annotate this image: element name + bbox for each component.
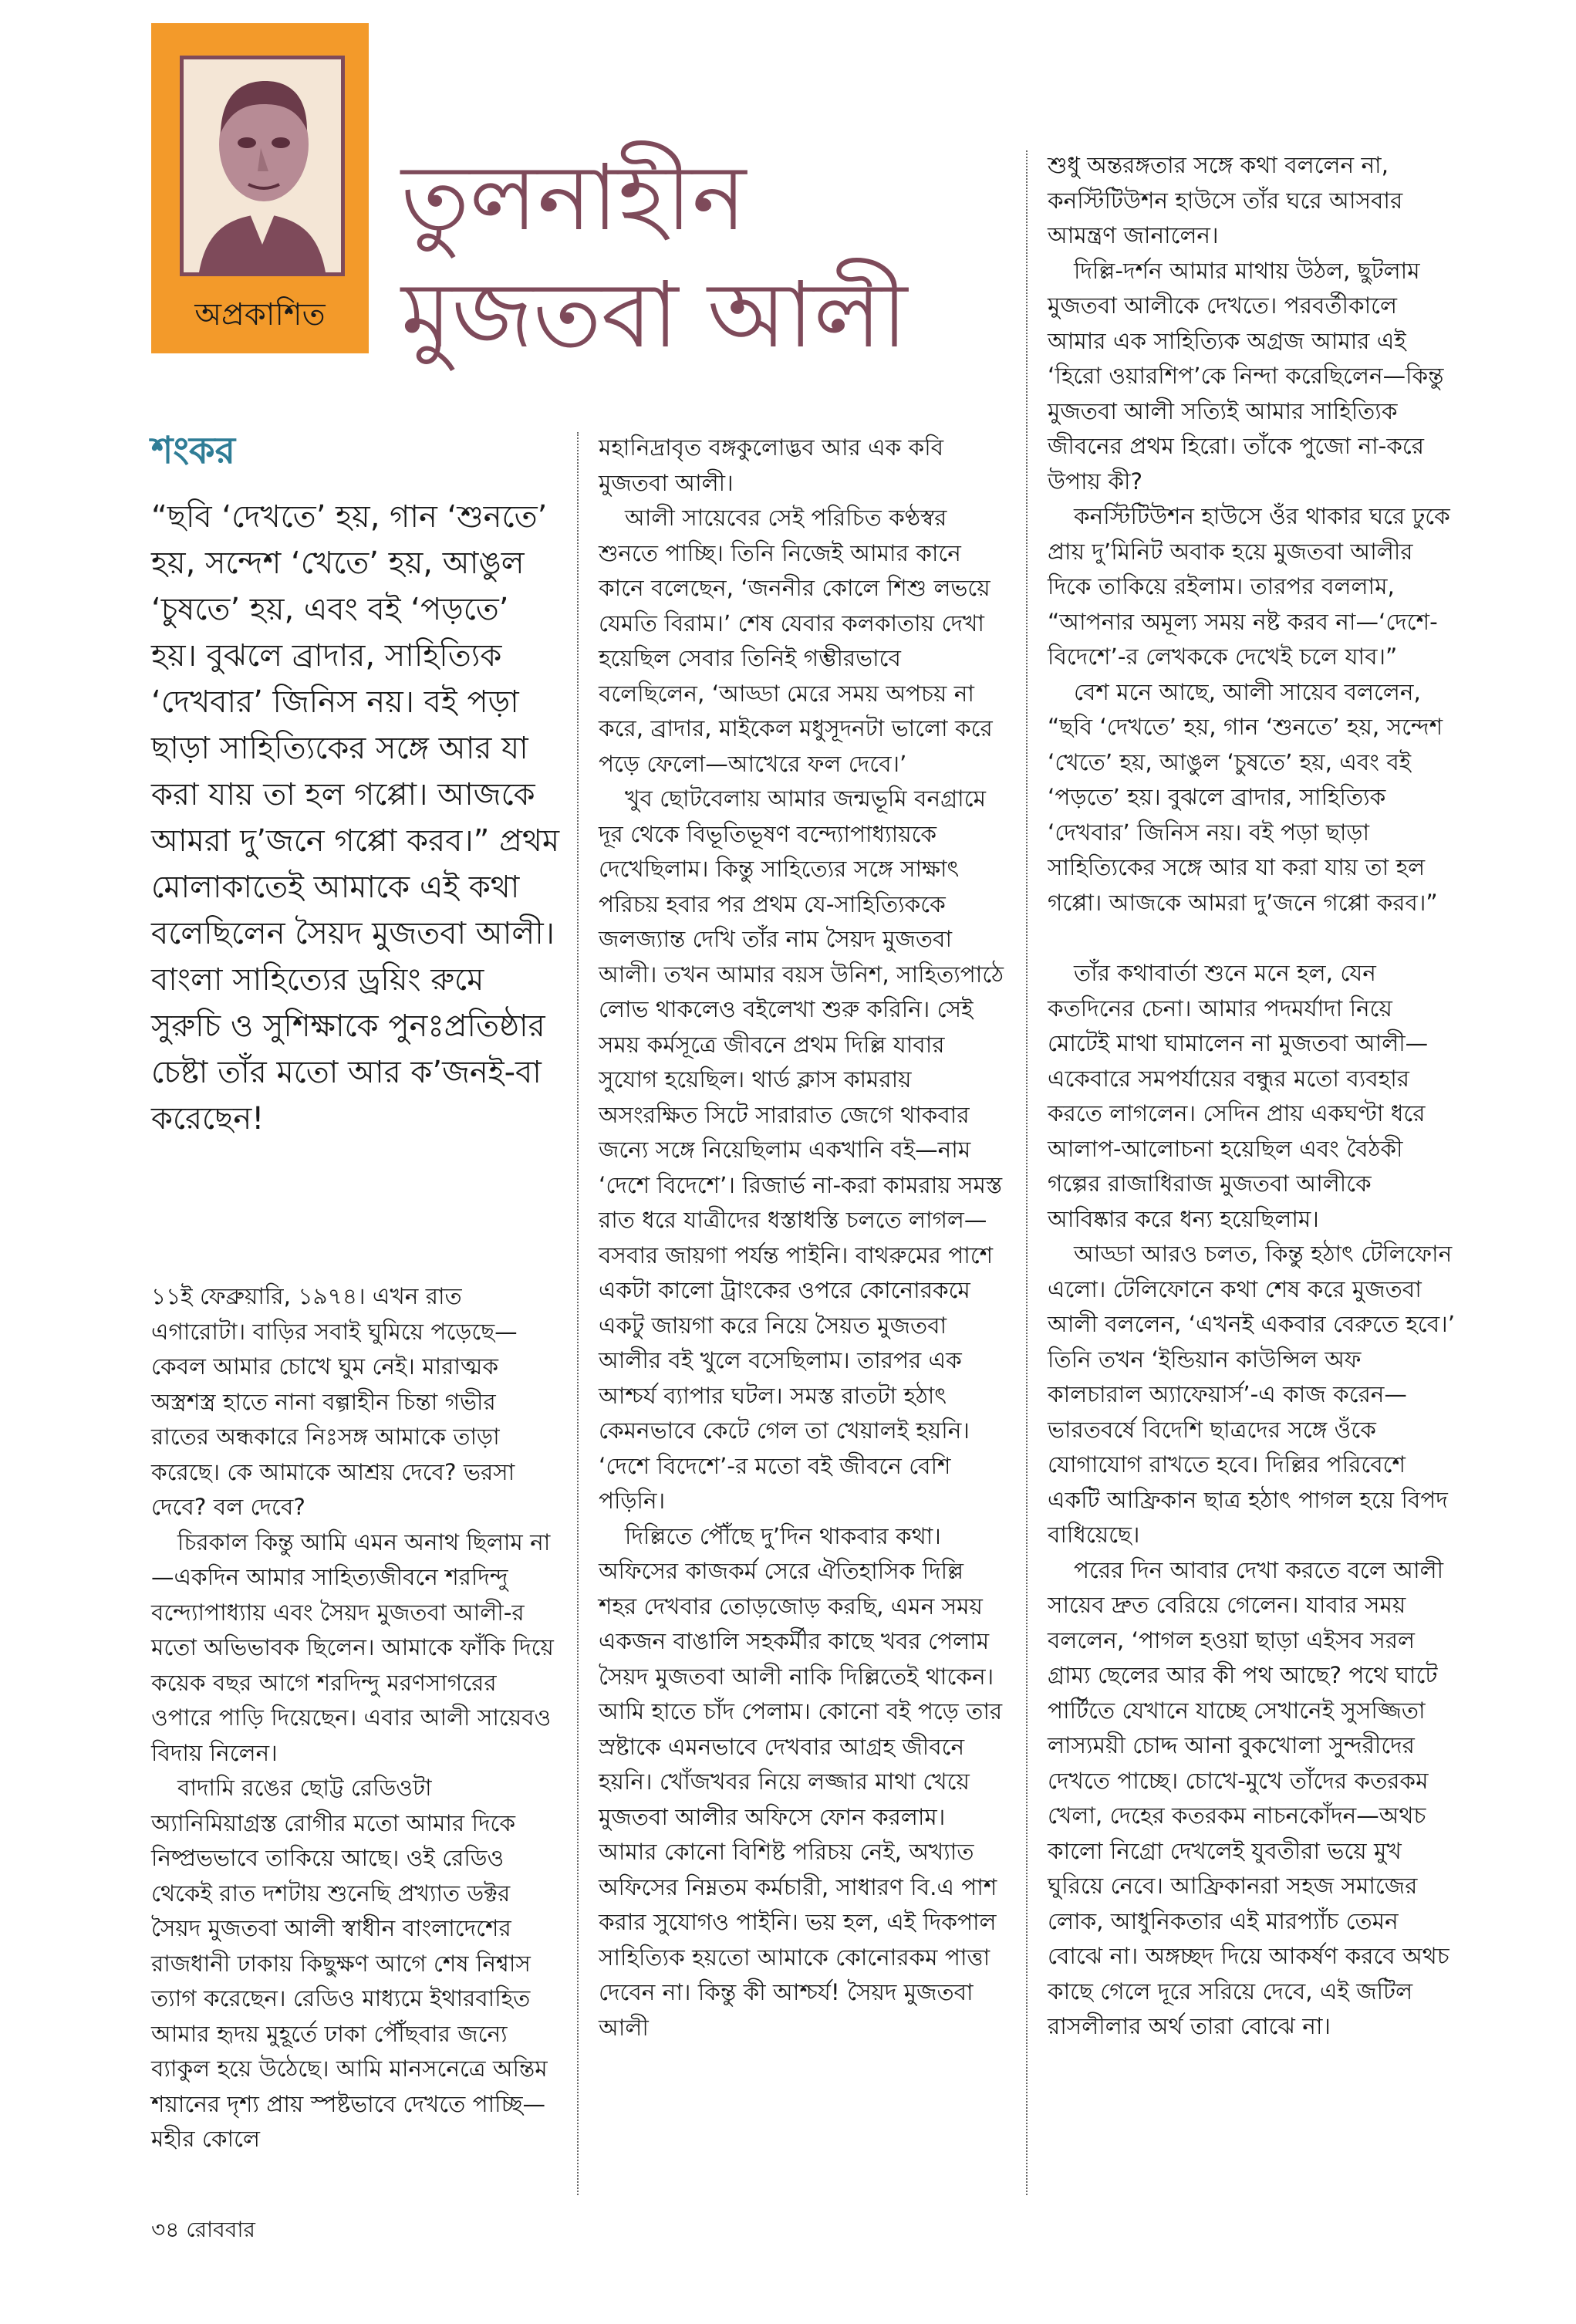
paragraph: তাঁর কথাবার্তা শুনে মনে হল, যেন কতদিনের চেনা। আমার পদমর্যাদা নিয়ে মোটেই মাথা ঘামালেন না মুজতবা আলী—একেবারে সমপর্যায়ের বন্ধুর মতো ব্যবহার করতে লাগলেন। সেদিন প্রায় একঘণ্টা ধরে আলাপ-আলোচনা হয়েছিল এবং বৈঠকী গল্পের রাজাধিরাজ মুজতবা আলীকে আবিষ্কার করে ধন্য হয়েছিলাম।	[1048, 960, 1429, 1232]
section-gap	[1048, 920, 1456, 956]
paragraph: চিরকাল কিন্তু আমি এমন অনাথ ছিলাম না—একদিন আমার সাহিত্যজীবনে শরদিন্দু বন্দ্যোপাধ্যায় এবং সৈয়দ মুজতবা আলী-র মতো অভিভাবক ছিলেন। আমাকে ফাঁকি দিয়ে কয়েক বছর আগে শরদিন্দু মরণসাগরের ওপারে পাড়ি দিয়েছেন। এবার আলী সায়েবও বিদায় নিলেন।	[151, 1529, 554, 1766]
author-portrait	[180, 56, 345, 276]
paragraph: আড্ডা আরও চলত, কিন্তু হঠাৎ টেলিফোন এলো। টেলিফোনে কথা শেষ করে মুজতবা আলী বললেন, ‘এখনই একবার বেরুতে হবে।’ তিনি তখন ‘ইন্ডিয়ান কাউন্সিল অফ কালচারাল অ্যাফেয়ার্স’-এ কাজ করেন—ভারতবর্ষে বিদেশি ছাত্রদের সঙ্গে ওঁকে যোগাযোগ রাখতে হবে। দিল্লির পরিবেশে একটি আফ্রিকান ছাত্র হঠাৎ পাগল হয়ে বিপদ বাধিয়েছে।	[1048, 1241, 1456, 1548]
paragraph: মহানিদ্রাবৃত বঙ্গকুলোদ্ভব আর এক কবি মুজতবা আলী।	[599, 434, 944, 496]
paragraph: শুধু অন্তরঙ্গতার সঙ্গে কথা বললেন না, কনস্টিটিউশন হাউসে তাঁর ঘরে আসবার আমন্ত্রণ জানালেন।	[1048, 152, 1403, 248]
paragraph: আলী সায়েবের সেই পরিচিত কণ্ঠস্বর শুনতে পাচ্ছি। তিনি নিজেই আমার কানে কানে বলেছেন, ‘জননীর কোলে শিশু লভয়ে যেমতি বিরাম।’ শেষ যেবার কলকাতায় দেখা হয়েছিল সেবার তিনিই গম্ভীরভাবে বলেছিলেন, ‘আড্ডা মেরে সময় অপচয় না করে, ব্রাদার, মাইকেল মধুসূদনটা ভালো করে পড়ে ফেলো—আখেরে ফল দেবে।’	[599, 505, 993, 777]
column-divider-2	[1026, 150, 1028, 2195]
article-title	[401, 139, 941, 373]
column-divider-1	[577, 432, 579, 2195]
paragraph: খুব ছোটবেলায় আমার জন্মভূমি বনগ্রামে দূর থেকে বিভূতিভূষণ বন্দ্যোপাধ্যায়কে দেখেছিলাম। কিন্তু সাহিত্যের সঙ্গে সাক্ষাৎ পরিচয় হবার পর প্রথম যে-সাহিত্যিককে জলজ্যান্ত দেখি তাঁর নাম সৈয়দ মুজতবা আলী। তখন আমার বয়স উনিশ, সাহিত্যপাঠে লোভ থাকলেও বইলেখা শুরু করিনি। সেই সময় কর্মসূত্রে জীবনে প্রথম দিল্লি যাবার সুযোগ হয়েছিল। থার্ড ক্লাস কামরায় অসংরক্ষিত সিটে সারারাত জেগে থাকবার জন্যে সঙ্গে নিয়েছিলাম একখানি বই—নাম ‘দেশে বিদেশে’। রিজার্ভ না-করা কামরায় সমস্ত রাত ধরে যাত্রীদের ধস্তাধস্তি চলতে লাগল—বসবার জায়গা পর্যন্ত পাইনি। বাথরুমের পাশে একটা কালো ট্রাংকের ওপরে কোনোরকমে একটু জায়গা করে নিয়ে সৈয়ত মুজতবা আলীর বই খুলে বসেছিলাম। তারপর এক আশ্চর্য ব্যাপার ঘটল। সমস্ত রাতটা হঠাৎ কেমনভাবে কেটে গেল তা খেয়ালই হয়নি। ‘দেশে বিদেশে’-র মতো বই জীবনে বেশি পড়িনি।	[599, 785, 1004, 1514]
column-2	[599, 431, 1007, 2045]
paragraph: ১১ই ফেব্রুয়ারি, ১৯৭৪। এখন রাত এগারোটা। বাড়ির সবাই ঘুমিয়ে পড়েছে—কেবল আমার চোখে ঘুম নেই। মারাত্মক অস্ত্রশস্ত্র হাতে নানা বল্গাহীন চিন্তা গভীর রাতের অন্ধকারে নিঃসঙ্গ আমাকে তাড়া করেছে। কে আমাকে আশ্রয় দেবে? ভরসা দেবে? বল দেবে?	[151, 1283, 518, 1520]
author-name: শংকর	[151, 429, 236, 472]
paragraph: দিল্লি-দর্শন আমার মাথায় উঠল, ছুটলাম মুজতবা আলীকে দেখতে। পরবর্তীকালে আমার এক সাহিত্যিক অগ্রজ আমার এই ‘হিরো ওয়ারশিপ’কে নিন্দা করেছিলেন—কিন্তু মুজতবা আলী সত্যিই আমার সাহিত্যিক জীবনের প্রথম হিরো। তাঁকে পুজো না-করে উপায় কী?	[1048, 257, 1444, 495]
paragraph: পরের দিন আবার দেখা করতে বলে আলী সায়েব দ্রুত বেরিয়ে গেলেন। যাবার সময় বললেন, ‘পাগল হওয়া ছাড়া এইসব সরল গ্রাম্য ছেলের আর কী পথ আছে? পথে ঘাটে পার্টিতে যেখানে যাচ্ছে সেখানেই সুসজ্জিতা লাস্যময়ী চোদ্দ আনা বুকখোলা সুন্দরীদের দেখতে পাচ্ছে। চোখে-মুখে তাঁদের কতরকম খেলা, দেহের কতরকম নাচনকোঁদন—অথচ কালো নিগ্রো দেখলেই যুবতীরা ভয়ে মুখ ঘুরিয়ে নেবে। আফ্রিকানরা সহজ সমাজের লোক, আধুনিকতার এই মারপ্যাঁচ তেমন বোঝে না। অঙ্গচ্ছদ দিয়ে আকর্ষণ করবে অথচ কাছে গেলে দূরে সরিয়ে দেবে, এই জটিল রাসলীলার অর্থ তারা বোঝে না।	[1048, 1556, 1449, 2039]
unpublished-tag: অপ্রকাশিত	[194, 297, 326, 333]
paragraph: বেশ মনে আছে, আলী সায়েব বললেন, “ছবি ‘দেখতে’ হয়, গান ‘শুনতে’ হয়, সন্দেশ ‘খেতে’ হয়, আঙুল ‘চুষতে’ হয়, এবং বই ‘পড়তে’ হয়। বুঝলে ব্রাদার, সাহিত্যিক ‘দেখবার’ জিনিস নয়। বই পড়া ছাড়া সাহিত্যিকের সঙ্গে আর যা করা যায় তা হল গপ্পো। আজকে আমরা দু’জনে গপ্পো করব।”	[1048, 678, 1443, 916]
paragraph: বাদামি রঙের ছোট্ট রেডিওটা অ্যানিমিয়াগ্রস্ত রোগীর মতো আমার দিকে নিষ্প্রভভাবে তাকিয়ে আছে। ওই রেডিও থেকেই রাত দশটায় শুনেছি প্রখ্যাত ডক্টর সৈয়দ মুজতবা আলী স্বাধীন বাংলাদেশের রাজধানী ঢাকায় কিছুক্ষণ আগে শেষ নিশ্বাস ত্যাগ করেছেন। রেডিও মাধ্যমে ইথারবাহিত আমার হৃদয় মুহূর্তে ঢাকা পৌঁছবার জন্যে ব্যাকুল হয়ে উঠেছে। আমি মানসনেত্রে অন্তিম শয়ানের দৃশ্য প্রায় স্পষ্টভাবে দেখতে পাচ্ছি—মহীর কোলে	[151, 1775, 548, 2152]
column-1	[151, 1279, 560, 2157]
page-footer: ৩৪ রোববার	[151, 2217, 255, 2242]
portrait-illustration	[184, 59, 341, 272]
pull-quote-intro: “ছবি ‘দেখতে’ হয়, গান ‘শুনতে’ হয়, সন্দেশ ‘খেতে’ হয়, আঙুল ‘চুষতে’ হয়, এবং বই ‘পড়তে’ হয়। বুঝলে ব্রাদার, সাহিত্যিক ‘দেখবার’ জিনিস নয়। বই পড়া ছাড়া সাহিত্যিকের সঙ্গে আর যা করা যায় তা হল গপ্পো। আজকে আমরা দু’জনে গপ্পো করব।” প্রথম মোলাকাতেই আমাকে এই কথা বলেছিলেন সৈয়দ মুজতবা আলী। বাংলা সাহিত্যের ড্রয়িং রুমে সুরুচি ও সুশিক্ষাকে পুনঃপ্রতিষ্ঠার চেষ্টা তাঁর মতো আর ক’জনই-বা করেছেন!	[151, 499, 560, 1137]
column-3	[1048, 148, 1456, 2045]
paragraph: কনস্টিটিউশন হাউসে ওঁর থাকার ঘরে ঢুকে প্রায় দু’মিনিট অবাক হয়ে মুজতবা আলীর দিকে তাকিয়ে রইলাম। তারপর বললাম, “আপনার অমূল্য সময় নষ্ট করব না—‘দেশে-বিদেশে’-র লেখককে দেখেই চলে যাব।”	[1048, 503, 1450, 670]
title-line-2: মুজতবা আলী	[401, 262, 908, 368]
paragraph: দিল্লিতে পৌঁছে দু’দিন থাকবার কথা। অফিসের কাজকর্ম সেরে ঐতিহাসিক দিল্লি শহর দেখবার তোড়জোড় করছি, এমন সময় একজন বাঙালি সহকর্মীর কাছে খবর পেলাম সৈয়দ মুজতবা আলী নাকি দিল্লিতেই থাকেন। আমি হাতে চাঁদ পেলাম। কোনো বই পড়ে তার স্রষ্টাকে এমনভাবে দেখবার আগ্রহ জীবনে হয়নি। খোঁজখবর নিয়ে লজ্জার মাথা খেয়ে মুজতবা আলীর অফিসে ফোন করলাম। আমার কোনো বিশিষ্ট পরিচয় নেই, অখ্যাত অফিসের নিম্নতম কর্মচারী, সাধারণ বি.এ পাশ করার সুযোগও পাইনি। ভয় হল, এই দিকপাল সাহিত্যিক হয়তো আমাকে কোনোরকম পাত্তা দেবেন না। কিন্তু কী আশ্চর্য! সৈয়দ মুজতবা আলী	[599, 1522, 1003, 2041]
title-line-1: তুলনাহীন	[401, 144, 747, 251]
